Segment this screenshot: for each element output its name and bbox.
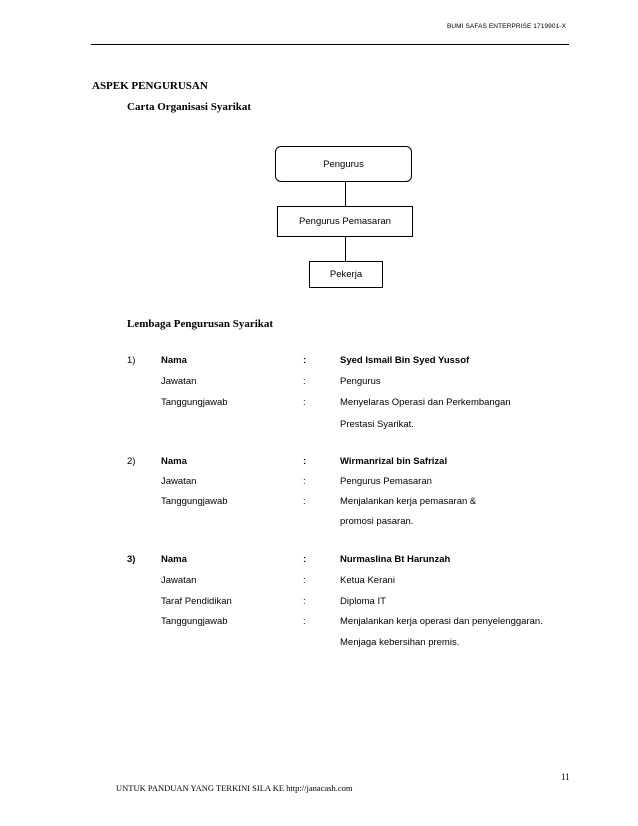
org-box-marketing-manager: Pengurus Pemasaran [277, 206, 413, 237]
row-colon: : [303, 596, 306, 607]
member-number: 2) [127, 456, 136, 467]
row-value: Pengurus Pemasaran [340, 476, 432, 487]
member-row [0, 496, 638, 510]
org-box-worker: Pekerja [309, 261, 383, 288]
row-value: Menyelaras Operasi dan Perkembangan [340, 397, 511, 408]
row-value: Prestasi Syarikat. [340, 419, 414, 430]
row-colon: : [303, 376, 306, 387]
member-row [0, 596, 638, 610]
org-chart-heading: Carta Organisasi Syarikat [127, 101, 252, 113]
footer-text: UNTUK PANDUAN YANG TERKINI SILA KE http://janacash.com [116, 783, 353, 793]
row-colon: : [303, 355, 307, 366]
header-rule [91, 44, 569, 45]
section-title: ASPEK PENGURUSAN [92, 80, 208, 92]
row-value: Menjaga kebersihan premis. [340, 637, 460, 648]
row-label: Tanggungjawab [161, 397, 228, 408]
row-label: Taraf Pendidikan [161, 596, 232, 607]
row-label: Nama [161, 355, 187, 366]
member-number: 1) [127, 355, 136, 366]
row-value: Ketua Kerani [340, 575, 395, 586]
row-label: Jawatan [161, 575, 197, 586]
row-value: Diploma IT [340, 596, 386, 607]
member-row [0, 516, 638, 530]
row-colon: : [303, 575, 306, 586]
page-number: 11 [561, 772, 570, 782]
member-row [0, 476, 638, 490]
row-value: Menjalankan kerja pemasaran & [340, 496, 477, 507]
member-number: 3) [127, 554, 136, 565]
member-row [0, 355, 638, 369]
row-colon: : [303, 496, 306, 507]
member-row [0, 376, 638, 390]
row-value: Syed Ismail Bin Syed Yussof [340, 355, 470, 366]
member-row [0, 397, 638, 411]
member-row [0, 575, 638, 589]
row-value: Nurmaslina Bt Harunzah [340, 554, 451, 565]
row-value: promosi pasaran. [340, 516, 414, 527]
member-row [0, 616, 638, 630]
member-row [0, 554, 638, 568]
management-heading: Lembaga Pengurusan Syarikat [127, 318, 274, 330]
member-row [0, 637, 638, 651]
company-header: BUMI SAFAS ENTERPRISE 1719901-X [446, 23, 566, 30]
member-row [0, 419, 638, 433]
row-colon: : [303, 476, 306, 487]
org-connector [345, 237, 346, 261]
row-value: Wirmanrizal bin Safrizal [340, 456, 448, 467]
row-label: Jawatan [161, 476, 197, 487]
row-label: Nama [161, 456, 187, 467]
org-connector [345, 182, 346, 206]
member-row [0, 456, 638, 470]
row-colon: : [303, 397, 306, 408]
row-colon: : [303, 456, 307, 467]
row-value: Pengurus [340, 376, 381, 387]
row-colon: : [303, 616, 306, 627]
row-label: Tanggungjawab [161, 496, 228, 507]
row-label: Nama [161, 554, 187, 565]
row-label: Jawatan [161, 376, 197, 387]
row-value: Menjalankan kerja operasi dan penyelenggaran. [340, 616, 543, 627]
row-label: Tanggungjawab [161, 616, 228, 627]
row-colon: : [303, 554, 307, 565]
org-box-manager: Pengurus [275, 146, 412, 182]
